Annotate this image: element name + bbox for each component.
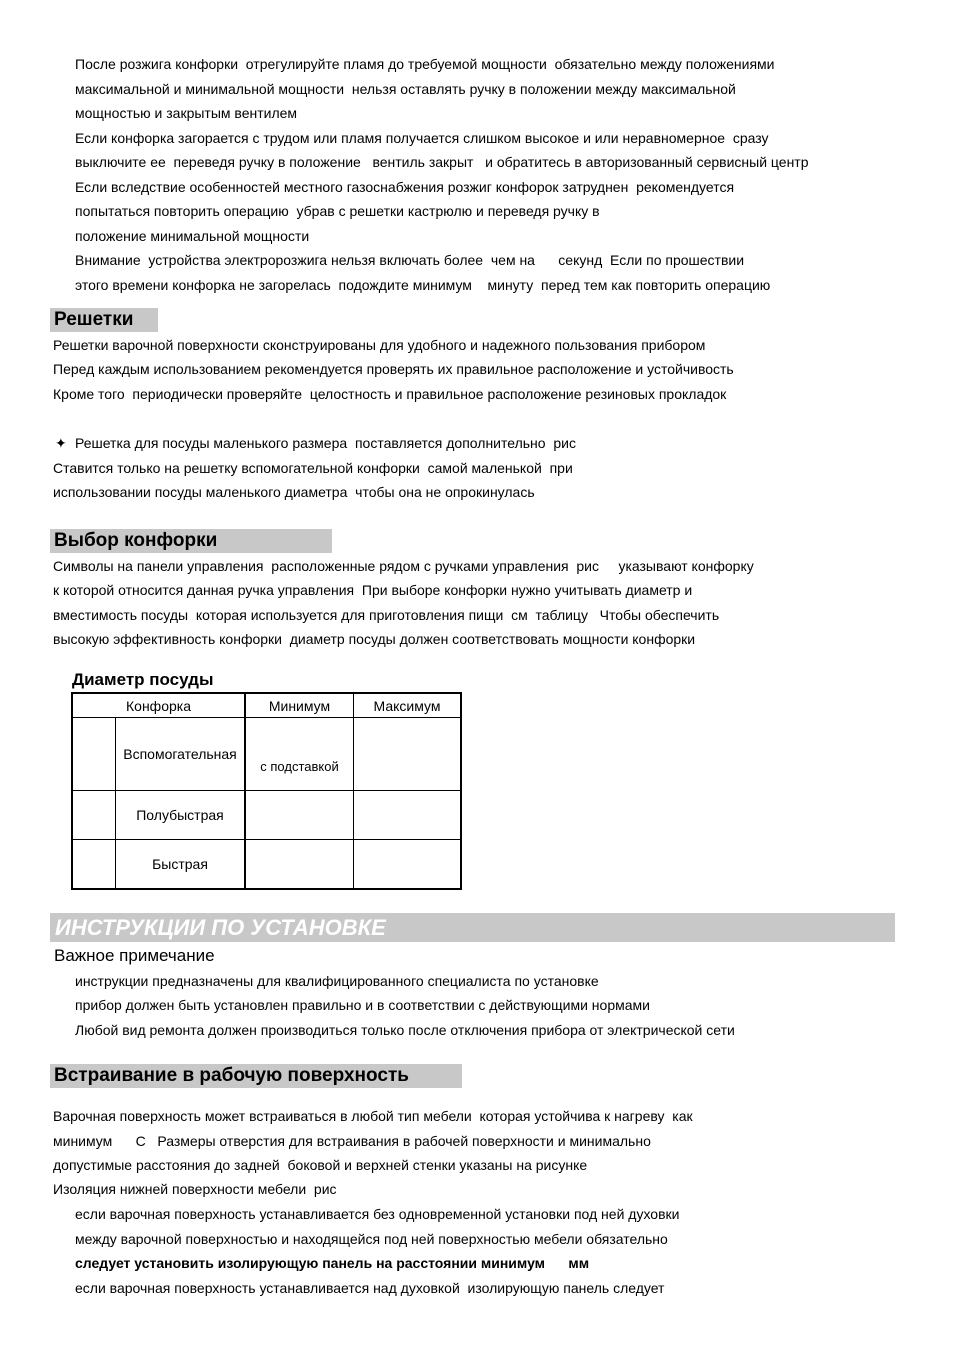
bullet-star-icon: ✦ xyxy=(55,435,67,451)
ignition-line-5: выключите ее переведя ручку в положение вентиль закрыт и обратитесь в авторизованный сервисный центр xyxy=(75,154,809,170)
burner-icon-cell xyxy=(72,718,116,791)
builtin-line-3: допустимые расстояния до задней боковой и верхней стенки указаны на рисунке xyxy=(53,1157,588,1173)
section-heading-burner-choice: Выбор конфорки xyxy=(50,529,332,553)
table-header-burner: Конфорка xyxy=(72,693,245,718)
burner-icon-cell xyxy=(72,840,116,890)
ignition-line-1: После розжига конфорки отрегулируйте пламя до требуемой мощности обязательно между положениями xyxy=(75,56,775,72)
ignition-line-6: Если вследствие особенностей местного газоснабжения розжиг конфорок затруднен рекомендуется xyxy=(75,179,735,195)
table-row-name: Быстрая xyxy=(116,840,246,890)
table-row-max xyxy=(354,718,462,791)
grates-bullet-line-2: Ставится только на решетку вспомогательной конфорки самой маленькой при xyxy=(53,460,573,476)
ignition-line-9: Внимание устройства электророзжига нельзя включать более чем на секунд Если по прошествии xyxy=(75,252,745,268)
section-heading-installation: ИНСТРУКЦИИ ПО УСТАНОВКЕ xyxy=(50,913,895,942)
table-row-min xyxy=(245,791,354,840)
ignition-line-7: попытаться повторить операцию убрав с решетки кастрюлю и переведя ручку в xyxy=(75,203,600,219)
grates-line-2: Перед каждым использованием рекомендуется проверять их правильное расположение и устойчивость xyxy=(53,361,734,377)
builtin-indent-line-1: если варочная поверхность устанавливается без одновременной установки под ней духовки xyxy=(75,1206,680,1222)
ignition-line-2: максимальной и минимальной мощности нельзя оставлять ручку в положении между максимальной xyxy=(75,81,736,97)
burner-line-2: к которой относится данная ручка управления При выборе конфорки нужно учитывать диаметр и xyxy=(53,582,693,598)
important-note-title: Важное примечание xyxy=(54,946,215,965)
table-header-max: Максимум xyxy=(354,693,462,718)
builtin-indent-line-2: между варочной поверхностью и находящейся под ней поверхностью мебели обязательно xyxy=(75,1231,668,1247)
builtin-line-2: минимум С Размеры отверстия для встраивания в рабочей поверхности и минимально xyxy=(53,1133,651,1149)
table-header-min: Минимум xyxy=(245,693,354,718)
grates-bullet-line-1: Решетка для посуды маленького размера поставляется дополнительно рис xyxy=(75,435,576,451)
builtin-line-4: Изоляция нижней поверхности мебели рис xyxy=(53,1181,337,1197)
table-row-name: Вспомогательная xyxy=(116,718,246,791)
table-row-min: с подставкой xyxy=(245,718,354,791)
section-heading-grates: Решетки xyxy=(50,308,158,332)
ignition-line-3: мощностью и закрытым вентилем xyxy=(75,105,298,121)
grates-bullet-line-3: использовании посуды маленького диаметра чтобы она не опрокинулась xyxy=(53,484,535,500)
table-title: Диаметр посуды xyxy=(72,670,214,689)
burner-line-3: вместимость посуды которая используется для приготовления пищи см таблицу Чтобы обеспечить xyxy=(53,607,720,623)
table-row-min xyxy=(245,840,354,890)
diameter-table xyxy=(71,692,462,890)
grates-line-3: Кроме того периодически проверяйте целостность и правильное расположение резиновых прокладок xyxy=(53,386,727,402)
note-line-1: инструкции предназначены для квалифицированного специалиста по установке xyxy=(75,973,599,989)
note-line-3: Любой вид ремонта должен производиться только после отключения прибора от электрической сети xyxy=(75,1022,735,1038)
burner-line-4: высокую эффективность конфорки диаметр посуды должен соответствовать мощности конфорки xyxy=(53,631,696,647)
table-row-max xyxy=(354,791,462,840)
table-row-max xyxy=(354,840,462,890)
builtin-line-1: Варочная поверхность может встраиваться в любой тип мебели которая устойчива к нагреву как xyxy=(53,1108,693,1124)
burner-line-1: Символы на панели управления расположенные рядом с ручками управления рис указывают конфорку xyxy=(53,558,754,574)
ignition-line-8: положение минимальной мощности xyxy=(75,228,310,244)
burner-icon-cell xyxy=(72,791,116,840)
table-row-name: Полубыстрая xyxy=(116,791,246,840)
builtin-last-line: если варочная поверхность устанавливается над духовкой изолирующую панель следует xyxy=(75,1280,665,1296)
builtin-bold-line: следует установить изолирующую панель на расстоянии минимум мм xyxy=(75,1255,590,1271)
ignition-line-4: Если конфорка загорается с трудом или пламя получается слишком высокое и или неравномерное сразу xyxy=(75,130,769,146)
section-heading-builtin: Встраивание в рабочую поверхность xyxy=(50,1064,462,1088)
ignition-line-10: этого времени конфорка не загорелась подождите минимум минуту перед тем как повторить операцию xyxy=(75,277,771,293)
note-line-2: прибор должен быть установлен правильно и в соответствии с действующими нормами xyxy=(75,997,650,1013)
grates-line-1: Решетки варочной поверхности сконструированы для удобного и надежного пользования прибором xyxy=(53,337,706,353)
